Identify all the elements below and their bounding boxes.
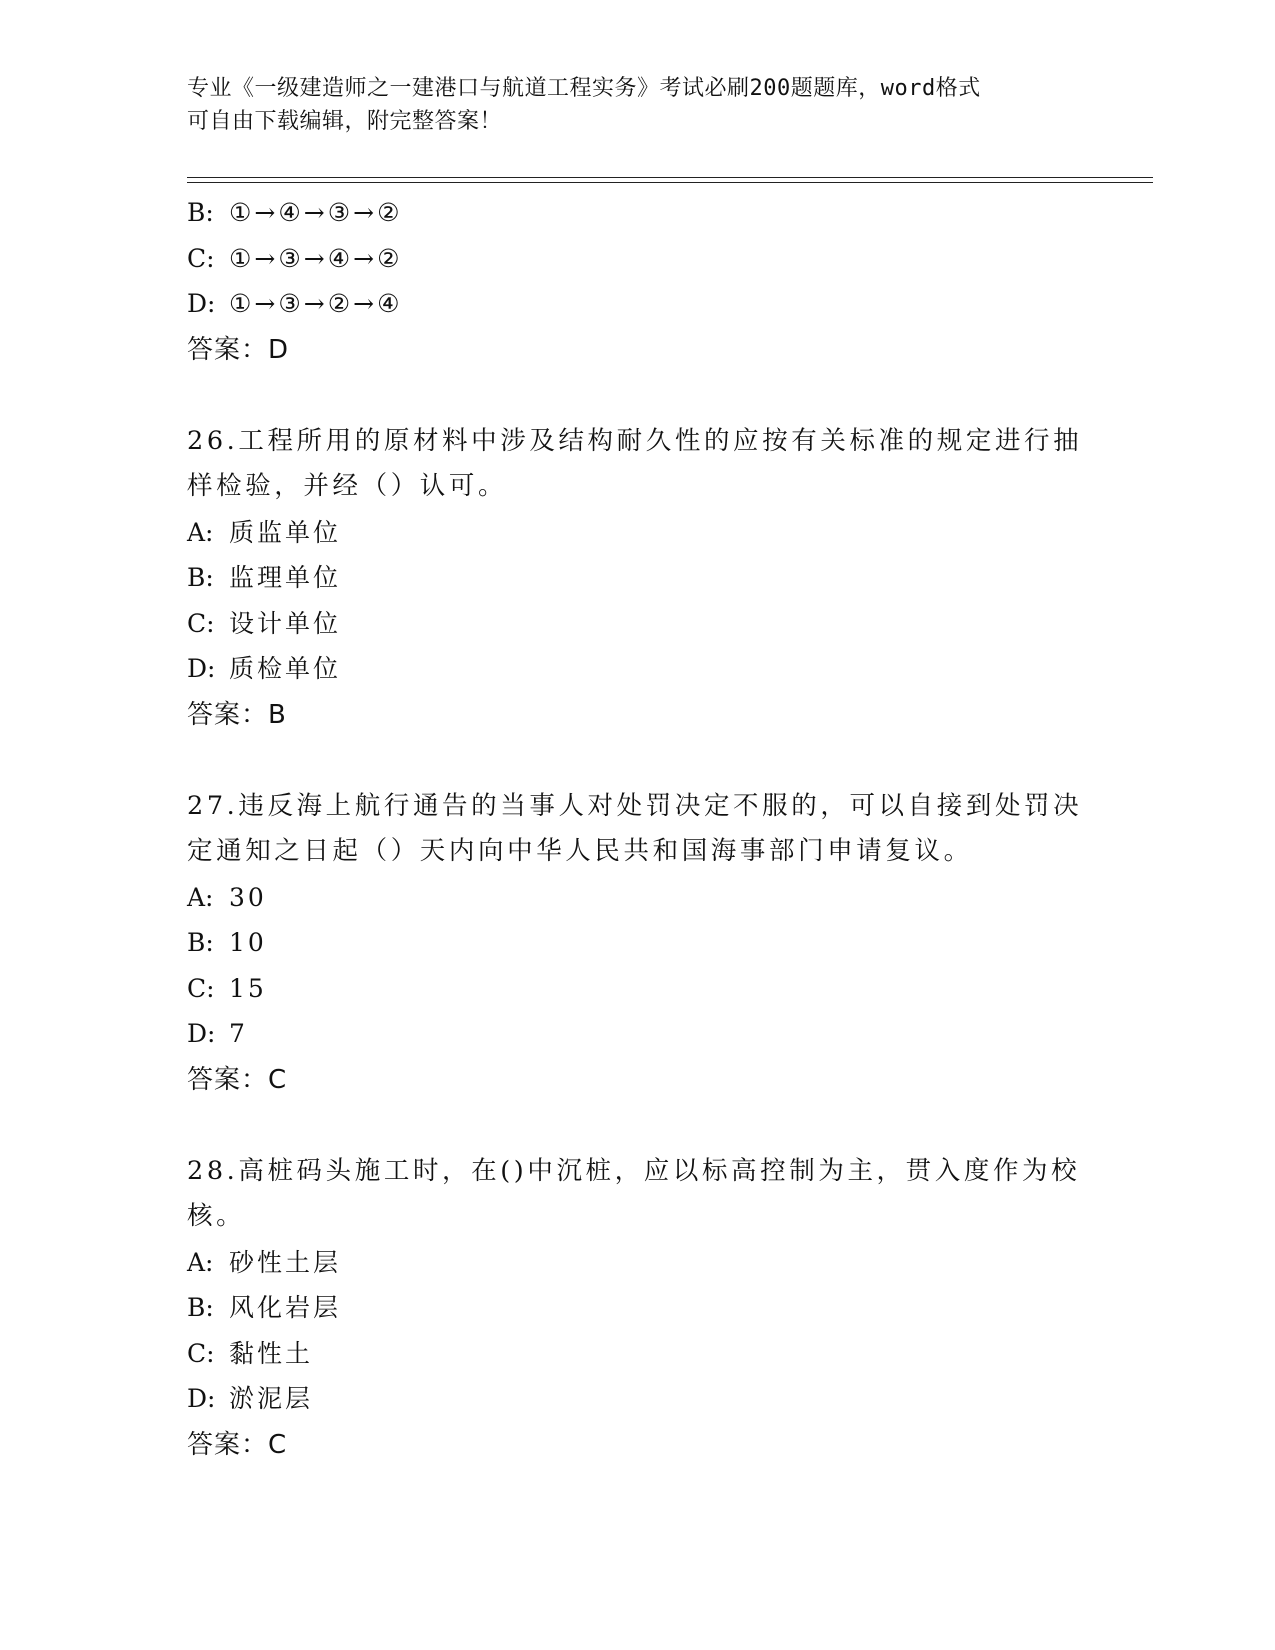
question-stem (187, 784, 1083, 875)
option-text: 砂性土层 (229, 1247, 342, 1277)
option-text: 风化岩层 (229, 1293, 342, 1322)
option-a (187, 1240, 1087, 1286)
header-line-2: 可自由下载编辑，附完整答案！ (187, 109, 503, 134)
option-text: ①→④→③→② (229, 198, 403, 227)
question-25 (187, 190, 1087, 373)
option-c (187, 1331, 1087, 1377)
option-text: 10 (229, 928, 267, 957)
option-key: D: (187, 654, 216, 683)
question-stem (187, 419, 1083, 510)
question-27 (187, 784, 1087, 1103)
option-d (187, 646, 1087, 692)
answer-line: 答案：C (187, 1064, 288, 1095)
option-text: 黏性土 (229, 1338, 314, 1368)
option-b (187, 920, 1087, 966)
header-rule-bottom (187, 182, 1153, 183)
stem-line: 27.违反海上航行通告的当事人对处罚决定不服的，可以自接到处罚决 (187, 790, 1083, 821)
option-text: ①→③→④→② (229, 243, 403, 273)
option-key: C: (187, 608, 215, 638)
document-header (187, 72, 1067, 138)
question-26 (187, 419, 1087, 738)
stem-line: 定通知之日起（）天内向中华人民共和国海事部门申请复议。 (187, 836, 973, 866)
option-a (187, 510, 1087, 556)
option-key: B: (187, 928, 214, 957)
stem-line: 26.工程所用的原材料中涉及结构耐久性的应按有关标准的规定进行抽 (187, 425, 1083, 456)
stem-line: 28.高桩码头施工时，在()中沉桩，应以标高控制为主，贯入度作为校 (187, 1155, 1081, 1186)
option-a (187, 875, 1087, 921)
option-key: D: (187, 1019, 216, 1048)
header-rule-top (187, 177, 1153, 178)
answer-line: 答案：D (187, 334, 290, 365)
option-key: A: (187, 1247, 214, 1277)
header-line-1: 专业《一级建造师之一建港口与航道工程实务》考试必刷200题题库，word格式 (187, 76, 981, 101)
answer-line: 答案：C (187, 1429, 288, 1460)
option-key: B: (187, 1293, 214, 1322)
option-text: 7 (229, 1019, 248, 1048)
stem-line: 样检验，并经（）认可。 (187, 471, 508, 501)
option-b (187, 1285, 1087, 1331)
option-key: D: (187, 1384, 216, 1413)
option-b (187, 555, 1087, 601)
option-c (187, 601, 1087, 647)
option-text: 设计单位 (229, 608, 342, 638)
option-text: ①→③→②→④ (229, 289, 403, 318)
option-c (187, 966, 1087, 1012)
option-text: 15 (229, 973, 267, 1003)
answer-line: 答案：B (187, 699, 287, 730)
option-text: 30 (229, 882, 267, 912)
option-key: D: (187, 289, 216, 318)
option-key: C: (187, 973, 215, 1003)
option-key: C: (187, 243, 215, 273)
option-key: A: (187, 517, 214, 547)
option-key: B: (187, 563, 214, 592)
option-key: C: (187, 1338, 215, 1368)
option-text: 监理单位 (229, 563, 342, 592)
option-text: 质检单位 (229, 654, 342, 683)
option-text: 质监单位 (229, 517, 342, 547)
option-text: 淤泥层 (229, 1384, 314, 1413)
option-d (187, 281, 1087, 327)
option-key: A: (187, 882, 214, 912)
stem-line: 核。 (187, 1201, 246, 1231)
question-stem (187, 1149, 1081, 1240)
question-list (187, 190, 1087, 1468)
option-d (187, 1011, 1087, 1057)
option-b (187, 190, 1087, 236)
question-28 (187, 1149, 1087, 1468)
option-key: B: (187, 198, 214, 227)
option-c (187, 236, 1087, 282)
option-d (187, 1376, 1087, 1422)
